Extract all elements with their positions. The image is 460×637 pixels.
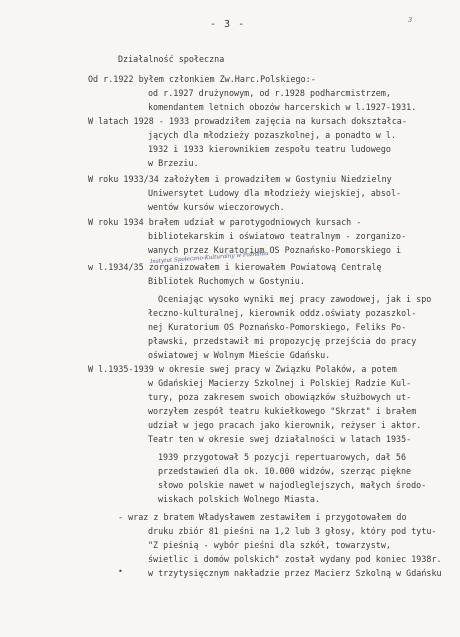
text-line: druku zbiór 81 pieśni na 1,2 lub 3 głosy, który pod tytu- [148, 526, 437, 536]
text-line: 1939 przygotował 5 pozycji repertuarowych, dał 56 [158, 452, 407, 462]
text-line: Oceniając wysoko wyniki mej pracy zawodowej, jak i spo [158, 294, 432, 304]
text-line: wentów kursów wieczorowych. [148, 202, 285, 212]
text-line: przedstawień dla ok. 10.000 widzów, szerząc piękne [158, 466, 412, 476]
text-line: nej Kuratorium OS Poznańsko-Pomorskiego, Feliks Po- [148, 322, 407, 332]
text-line: W roku 1933/34 założyłem i prowadziłem w Gostyniu Niedzielny [88, 174, 392, 184]
text-line: Uniwersytet Ludowy dla młodzieży wiejskiej, absol- [148, 188, 402, 198]
text-line: wiskach polskich Wolnego Miasta. [158, 494, 320, 504]
text-line: Bibliotek Ruchomych w Gostyniu. [148, 276, 305, 286]
text-line: w trzytysięcznym nakładzie przez Macierz Szkolną w Gdańsku [148, 568, 442, 578]
text-line: udział w jego pracach jako kierownik, reżyser i aktor. [148, 420, 422, 430]
text-line: bibliotekarskim i oświatowo teatralnym - zorganizo- [148, 231, 407, 241]
page-number: - 3 - [210, 19, 246, 30]
text-line: worzyłem zespół teatru kukiełkowego "Skrzat" i brałem [148, 406, 417, 416]
text-line: W l.1935-1939 w okresie swej pracy w Związku Polaków, a potem [88, 364, 397, 374]
text-line: świetlic i domów polskich" został wydany pod koniec 1938r. [148, 554, 442, 564]
text-line: jących dla młodzieży pozaszkolnej, a ponadto w l. [148, 130, 397, 140]
handwritten-note: Instytut Społeczno-Kulturalny w Poznaniu [149, 250, 269, 266]
handwritten-corner-number: 3 [408, 16, 413, 24]
text-line: łeczno-kulturalnej, kierownik oddz.oświaty pozaszkol- [148, 308, 417, 318]
text-line: "Z pieśnią - wybór pieśni dla szkół, towarzystw, [148, 540, 391, 550]
text-line: 1932 i 1933 kierownikiem zespołu teatru ludowego [148, 144, 391, 154]
text-line: W latach 1928 - 1933 prowadziłem zajęcia na kursach dokształca- [88, 116, 407, 126]
section-heading: Działalność społeczna [118, 54, 225, 64]
text-line: komendantem letnich obozów harcerskich w l.1927-1931. [148, 102, 417, 112]
text-line: pławski, przedstawił mi propozycję przejścia do pracy [148, 336, 417, 346]
text-line: Od r.1922 byłem członkiem Zw.Harc.Polskiego:- [88, 74, 316, 84]
text-line: słowo polskie nawet w najodleglejszych, małych środo- [158, 480, 427, 490]
text-line: od r.1927 drużynowym, od r.1928 podharcmistrzem, [148, 88, 391, 98]
text-line: Teatr ten w okresie swej działalności w latach 1935- [148, 434, 412, 444]
text-line: oświatowej w Wolnym Mieście Gdańsku. [148, 350, 331, 360]
text-line: w Gdańskiej Macierzy Szkolnej i Polskiej Radzie Kul- [148, 378, 412, 388]
text-line: tury, poza zakresem swoich obowiązków służbowych ut- [148, 392, 412, 402]
text-line: - wraz z bratem Władysławem zestawiłem i przygotowałem do [118, 512, 407, 522]
text-line: w Brzeziu. [148, 158, 199, 168]
text-line: w l.1934/35 zorganizowałem i kierowałem Powiatową Centralę [88, 262, 382, 272]
left-margin-mark: • [118, 567, 123, 576]
text-line: W roku 1934 brałem udział w parotygodniowych kursach - [88, 217, 362, 227]
text-line: wanych przez Kuratorium OS Poznańsko-Pomorskiego i [148, 245, 402, 255]
